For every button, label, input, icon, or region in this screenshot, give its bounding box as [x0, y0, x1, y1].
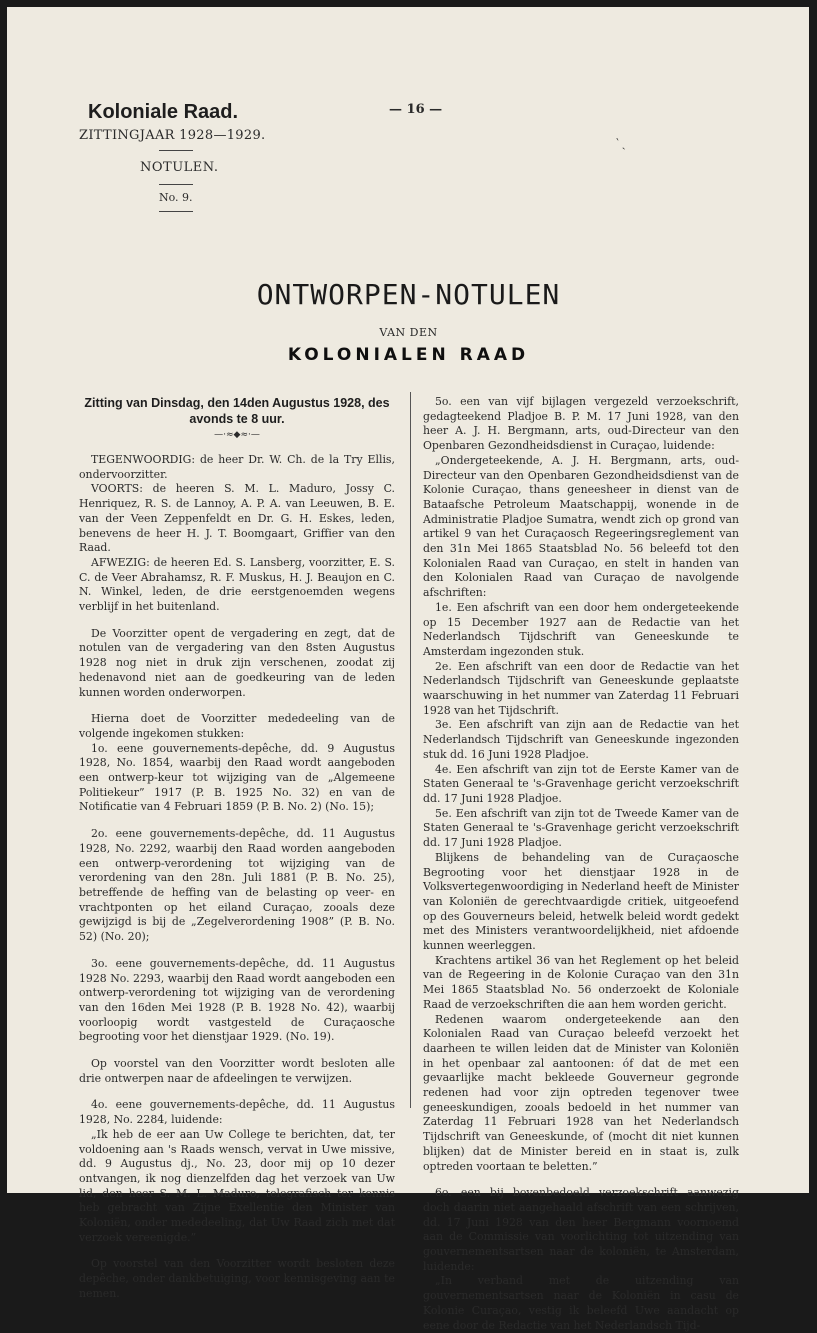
council-name: Koloniale Raad. — [88, 101, 239, 123]
paragraph: 4e. Een afschrift van zijn tot de Eerste Kamer van de Staten Generaal te 's-Gravenhage gericht verzoekschrift dd. 17 Juni 1928 Pladjoe. — [423, 762, 739, 805]
paragraph: Hierna doet de Voorzitter mededeeling van de volgende ingekomen stukken: — [79, 712, 395, 740]
paragraph: 3e. Een afschrift van zijn aan de Redactie van het Nederlandsch Tijdschrift van Geneeskunde ingezonden stuk dd. 16 Juni 1928 Pladjoe. — [423, 718, 739, 761]
paragraph: 4o. eene gouvernements-depêche, dd. 11 Augustus 1928, No. 2284, luidende: — [79, 1098, 395, 1127]
paragraph: 5e. Een afschrift van zijn tot de Tweede Kamer van de Staten Generaal te 's-Gravenhage gericht verzoekschrift dd. 17 Juni 1928 Pladjoe. — [423, 806, 739, 850]
notulen-label: NOTULEN. — [140, 160, 219, 175]
paragraph: 3o. eene gouvernements-depêche, dd. 11 Augustus 1928 No. 2293, waarbij den Raad wordt aangeboden een ontwerp-verordening tot wijziging van de verordening van den 16den Mei 1928 (P. B. 1928 No. 42), waarbij voorloopig wordt vastgesteld de Curaçaosche begrooting voor het dienstjaar 1929. (No. 19). — [79, 956, 395, 1044]
column-divider — [410, 392, 411, 1108]
notulen-number: No. 9. — [159, 191, 193, 204]
session-heading: Zitting van Dinsdag, den 14den Augustus 1928, des avonds te 8 uur. — [84, 396, 390, 426]
paragraph: Op voorstel van den Voorzitter wordt besloten deze depêche, onder dankbetuiging, voor kennisgeving aan te nemen. — [79, 1257, 395, 1300]
header-rule — [159, 184, 193, 185]
paragraph: Krachtens artikel 36 van het Reglement op het beleid van de Regeering in de Kolonie Curaçao van den 31n Mei 1865 Staatsblad No. 56 onderzoekt de Koloniale Raad de verzoekschriften die aan hem worden gericht. — [423, 953, 739, 1011]
council-banner: KOLONIALEN RAAD — [287, 345, 530, 365]
page-number: — 16 — — [389, 102, 443, 117]
paragraph: 5o. een van vijf bijlagen vergezeld verzoekschrift, gedagteekend Pladjoe B. P. M. 17 Juni 1928, van den heer A. J. H. Bergmann, arts, oud-Directeur van den Openbaren Gezondheidsdienst in Curaçao, luidende: — [423, 395, 739, 453]
paragraph: Blijkens de behandeling van de Curaçaosche Begrooting voor het dienstjaar 1928 in de Volksvertegenwoordiging in Nederland heeft de Minister van Koloniën de gerechtvaardigde critiek, uitgeoefend op des Gouverneurs beleid, hetwelk beleid wordt gedekt met des Ministers verantwoordelijkheid, niet afdoende kunnen weerleggen. — [423, 850, 739, 953]
paragraph: Redenen waarom ondergeteekende aan den Kolonialen Raad van Curaçao beleefd verzoekt het daarheen te willen leiden dat de Minister van Koloniën in het openbaar zal aantoonen: óf dat de met een gevaarlijke macht bekleede Gouverneur gegronde redenen had voor zijn optreden tegenover twee geneeskundigen, zooals bedoeld in het nummer van Zaterdag 11 Februari 1928 van het Nederlandsch Tijdschrift van Geneeskunde, of (mocht dit niet kunnen blijken) dat de Minister bereid en in staat is, zulk optreden voortaan te beletten.” — [423, 1012, 739, 1173]
header-rule — [159, 150, 193, 151]
paragraph: „In verband met de uitzending van gouvernementsartsen naar de Koloniën in casu de Kolonie Curaçao, vestig ik beleefd Uwe aandacht op eene door de Redactie van het Nederlandsch Tijd- — [423, 1274, 739, 1332]
paragraph: De Voorzitter opent de vergadering en zegt, dat de notulen van de vergadering van den 8sten Augustus 1928 nog niet in druk zijn verschenen, zoodat zij hedenavond niet aan de goedkeuring van de leden kunnen worden onderworpen. — [79, 626, 395, 699]
paragraph: „Ik heb de eer aan Uw College te berichten, dat, ter voldoening aan 's Raads wensch, vervat in Uwe missive, dd. 9 Augustus dj., No. 23, door mij op 10 dezer ontvangen, ik nog dienzelfden dag het verzoek van Uw lid, den heer S. M. L. Maduro, telegrafisch ter kennis heb gebracht van Zijne Exellentie den Minister van Koloniën, onder mededeeling, dat Uw Raad zich met dat verzoek vereenigde.” — [79, 1127, 395, 1244]
paragraph: 2o. eene gouvernements-depêche, dd. 11 Augustus 1928, No. 2292, waarbij den Raad worden aangeboden een ontwerp-verordening tot wijziging van de verordening van den 28n. Juli 1881 (P. B. No. 25), betreffende de heffing van de belasting op veer- en vrachtponten op het eiland Curaçao, zooals deze gewijzigd is bij de „Zegelverordening 1908” (P. B. No. 52) (No. 20); — [79, 827, 395, 944]
paragraph: AFWEZIG: de heeren Ed. S. Lansberg, voorzitter, E. S. C. de Veer Abrahamsz, R. F. Muskus, H. J. Beaujon en C. N. Winkel, leden, de drie eerstgenoemden wegens verblijf in het buitenland. — [79, 555, 395, 614]
paragraph: „Ondergeteekende, A. J. H. Bergmann, arts, oud-Directeur van den Openbaren Gezondheidsdienst van de Kolonie Curaçao, thans geneesheer in dienst van de Bataafsche Petroleum Maatschappij, wonende in de Administratie Pladjoe Sumatra, wendt zich op grond van artikel 9 van het Curaçaosch Regeeringsreglement van den 31n Mei 1865 Staatsblad No. 56 beleefd tot den Kolonialen Raad van Curaçao, en stelt in handen van den Kolonialen Raad van Curaçao de navolgende afschriften: — [423, 453, 739, 600]
paragraph: 1o. eene gouvernements-depêche, dd. 9 Augustus 1928, No. 1854, waarbij den Raad wordt aangeboden een ontwerp-keur tot wijziging van de „Algemeene Politiekeur” 1917 (P. B. 1925 No. 32) en van de Notificatie van 4 Februari 1859 (P. B. No. 2) (No. 15); — [79, 741, 395, 814]
paragraph: 2e. Een afschrift van een door de Redactie van het Nederlandsch Tijdschrift van Geneeskunde geplaatste waarschuwing in het nummer van Zaterdag 11 Februari 1928 van het Tijdschrift. — [423, 659, 739, 717]
paragraph: 6o. een bij bovenbedoeld verzoekschrift aanwezig doch daarin niet aangehaald afschrift van een schrijven, dd. 17 Juni 1928 van den heer Bergmann voornoemd aan de Commissie van voorlichting tot uitzending van gouvernementsartsen naar de koloniën, te Amsterdam, luidende: — [423, 1186, 739, 1273]
paragraph: 1e. Een afschrift van een door hem ondergeteekende op 15 December 1927 aan de Redactie van het Nederlandsch Tijdschrift van Geneeskunde te Amsterdam ingezonden stuk. — [423, 600, 739, 658]
document-title: ONTWORPEN-NOTULEN — [256, 278, 561, 311]
ornament: —·≈◆≈·— — [214, 430, 260, 440]
paragraph: TEGENWOORDIG: de heer Dr. W. Ch. de la Try Ellis, ondervoorzitter. — [79, 453, 395, 481]
session-year: ZITTINGJAAR 1928—1929. — [79, 128, 266, 143]
paragraph: Op voorstel van den Voorzitter wordt besloten alle drie ontwerpen naar de afdeelingen te verwijzen. — [79, 1057, 395, 1085]
right-column — [423, 395, 739, 1333]
header-rule — [159, 211, 193, 212]
ink-mark: ‵ ˎ — [616, 136, 626, 150]
paragraph: VOORTS: de heeren S. M. L. Maduro, Jossy C. Henriquez, R. S. de Lannoy, A. P. A. van Leeuwen, B. E. van der Veen Zeppenfeldt en Dr. G. H. Eskes, leden, benevens de heer H. J. T. Boomgaart, Griffier van den Raad. — [79, 482, 395, 555]
title-subline: VAN DEN — [379, 326, 438, 339]
left-column — [79, 395, 395, 1302]
